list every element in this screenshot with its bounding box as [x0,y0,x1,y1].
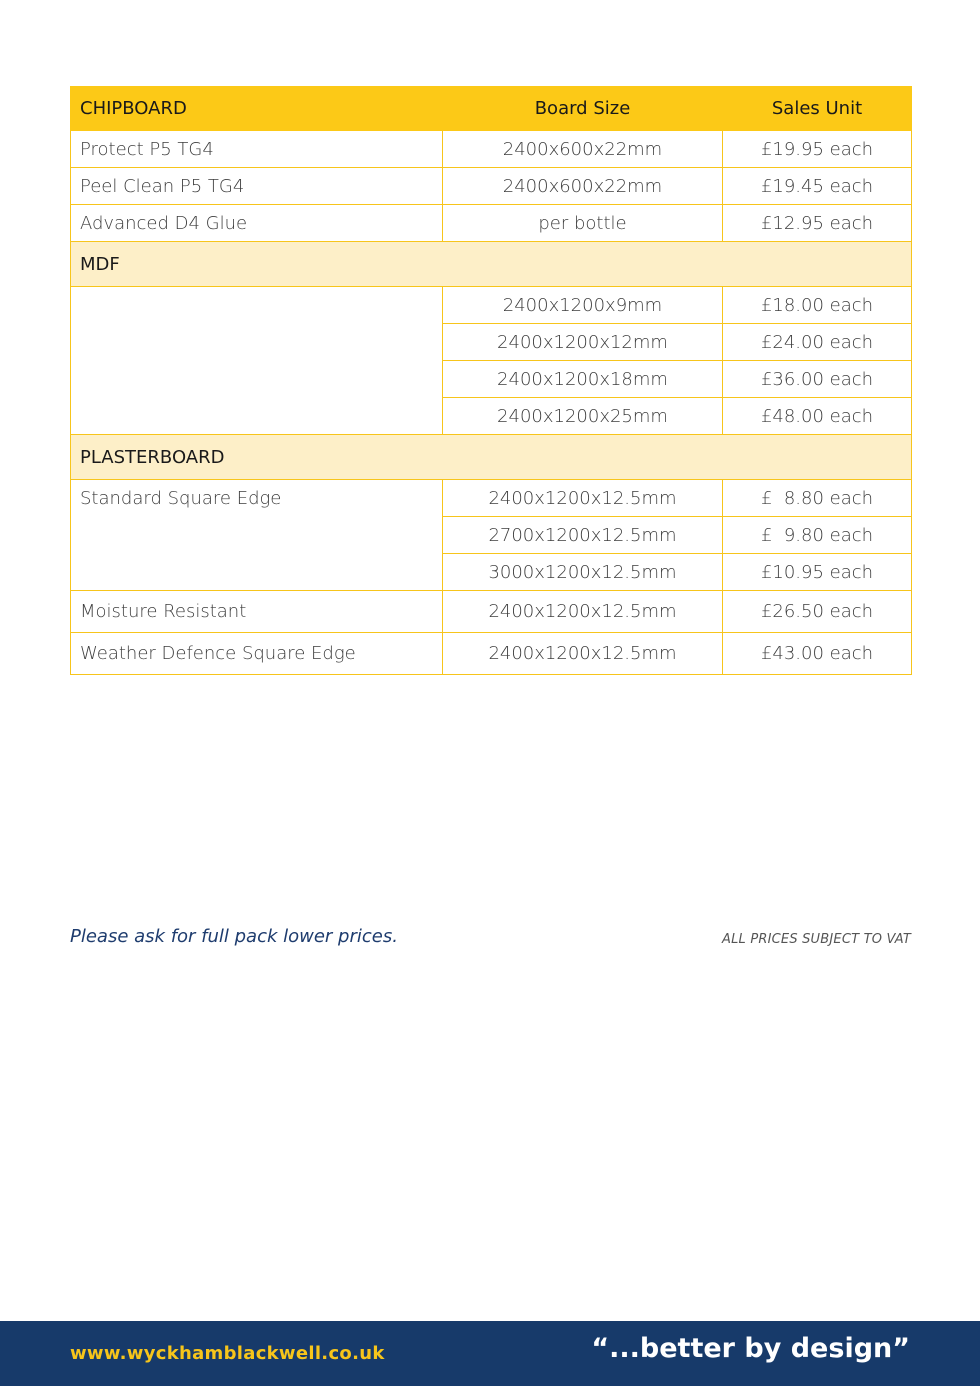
product-name: Peel Clean P5 TG4 [71,168,443,205]
sales-unit: £18.00 each [723,287,912,324]
table-row [71,591,912,633]
footer-bar [0,1321,980,1386]
board-size: per bottle [443,205,723,242]
board-size: 2400x1200x25mm [443,398,723,435]
sales-unit: £19.45 each [723,168,912,205]
table-row [71,168,912,205]
sales-unit: £10.95 each [723,554,912,591]
board-size: 2400x600x22mm [443,168,723,205]
board-size: 2400x1200x12mm [443,324,723,361]
product-name-empty [71,287,443,435]
product-name: Weather Defence Square Edge [71,633,443,675]
vat-note: ALL PRICES SUBJECT TO VAT [722,932,911,947]
board-size: 3000x1200x12.5mm [443,554,723,591]
tagline: “...better by design” [591,1333,910,1364]
sales-unit: £26.50 each [723,591,912,633]
sales-unit: £48.00 each [723,398,912,435]
product-name: Standard Square Edge [71,480,443,591]
sales-unit: £43.00 each [723,633,912,675]
product-name: Moisture Resistant [71,591,443,633]
price-table [70,86,912,675]
header-sales-unit: Sales Unit [723,87,912,131]
section-row-mdf [71,242,912,287]
section-title-plasterboard: PLASTERBOARD [71,435,912,480]
sales-unit: £ 9.80 each [723,517,912,554]
table-row [71,287,912,324]
sales-unit: £12.95 each [723,205,912,242]
sales-unit: £24.00 each [723,324,912,361]
website-link[interactable]: www.wyckhamblackwell.co.uk [70,1343,385,1364]
header-chipboard: CHIPBOARD [71,87,443,131]
board-size: 2400x1200x18mm [443,361,723,398]
header-board-size: Board Size [443,87,723,131]
sales-unit: £36.00 each [723,361,912,398]
product-name: Protect P5 TG4 [71,131,443,168]
board-size: 2700x1200x12.5mm [443,517,723,554]
section-row-plasterboard [71,435,912,480]
section-title-mdf: MDF [71,242,912,287]
board-size: 2400x1200x12.5mm [443,633,723,675]
board-size: 2400x600x22mm [443,131,723,168]
board-size: 2400x1200x9mm [443,287,723,324]
board-size: 2400x1200x12.5mm [443,480,723,517]
table-row [71,205,912,242]
product-name: Advanced D4 Glue [71,205,443,242]
pack-prices-note: Please ask for full pack lower prices. [70,926,398,947]
sales-unit: £ 8.80 each [723,480,912,517]
table-row [71,480,912,517]
table-row [71,131,912,168]
board-size: 2400x1200x12.5mm [443,591,723,633]
table-row [71,633,912,675]
table-header-row [71,87,912,131]
sales-unit: £19.95 each [723,131,912,168]
